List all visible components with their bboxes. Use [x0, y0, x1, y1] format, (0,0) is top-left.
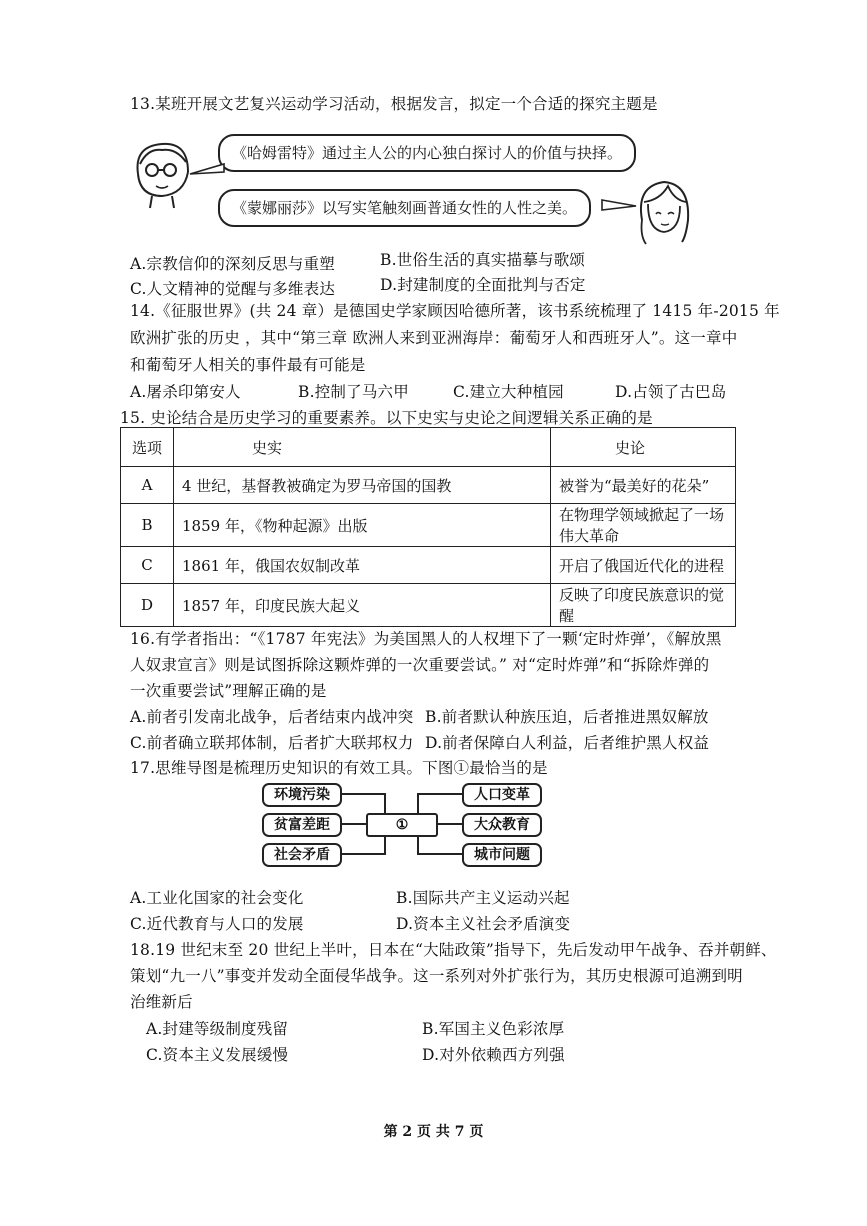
header-argument: 史论	[551, 428, 736, 467]
q13-option-c: C.人文精神的觉醒与多维表达	[130, 280, 336, 298]
mind-map-node-left-1: 环境污染	[262, 783, 342, 807]
q14-stem-line2: 欧洲扩张的历史 ，其中“第三章 欧洲人来到亚洲海岸：葡萄牙人和西班牙人”。这一章中	[130, 329, 738, 347]
table-row	[121, 467, 736, 504]
header-option: 选项	[121, 428, 174, 467]
speech-bubble-hamlet: 《哈姆雷特》通过主人公的内心独白探讨人的价值与抉择。	[218, 134, 636, 172]
bubble-tail-1	[188, 160, 228, 180]
q13-option-d: D.封建制度的全面批判与否定	[380, 276, 586, 294]
header-fact: 史实	[174, 428, 551, 467]
q14-stem-line1: 14.《征服世界》(共 24 章）是德国史学家顾因哈德所著，该书系统梳理了 1415 年-2015 年	[130, 302, 780, 320]
q14-option-a: A.屠杀印第安人	[130, 383, 241, 401]
row-fact: 1861 年，俄国农奴制改革	[174, 547, 551, 584]
q16-stem-line2: 人奴隶宣言》则是试图拆除这颗炸弹的一次重要尝试。” 对“定时炸弹”和“拆除炸弹的	[130, 656, 710, 674]
girl-illustration	[634, 176, 694, 248]
table-row	[121, 504, 736, 547]
row-fact: 4 世纪，基督教被确定为罗马帝国的国教	[174, 467, 551, 504]
row-argument: 开启了俄国近代化的进程	[551, 547, 736, 584]
q14-option-b: B.控制了马六甲	[298, 383, 409, 401]
q13-option-a: A.宗教信仰的深刻反思与重塑	[130, 255, 335, 273]
mind-map-node-right-3: 城市问题	[462, 843, 542, 867]
q13-stem: 13.某班开展文艺复兴运动学习活动，根据发言，拟定一个合适的探究主题是	[130, 95, 658, 113]
q18-option-d: D.对外依赖西方列强	[422, 1046, 565, 1064]
q17-stem: 17.思维导图是梳理历史知识的有效工具。下图①最恰当的是	[130, 759, 548, 777]
q17-option-b: B.国际共产主义运动兴起	[396, 889, 570, 907]
table-header-row	[121, 428, 736, 467]
q17-option-c: C.近代教育与人口的发展	[130, 915, 304, 933]
row-fact: 1859 年，《物种起源》出版	[174, 504, 551, 547]
q17-option-a: A.工业化国家的社会变化	[130, 889, 304, 907]
q16-option-d: D.前者保障白人利益，后者维护黑人权益	[425, 734, 710, 752]
q14-option-d: D.占领了古巴岛	[615, 383, 727, 401]
q14-stem-line3: 和葡萄牙人相关的事件最有可能是	[130, 356, 366, 374]
mind-map-node-right-1: 人口变革	[462, 783, 542, 807]
row-argument: 反映了印度民族意识的觉醒	[551, 584, 736, 627]
row-fact: 1857 年，印度民族大起义	[174, 584, 551, 627]
row-argument: 在物理学领域掀起了一场伟大革命	[551, 504, 736, 547]
q16-option-c: C.前者确立联邦体制，后者扩大联邦权力	[130, 734, 414, 752]
q17-option-d: D.资本主义社会矛盾演变	[396, 915, 571, 933]
table-row	[121, 584, 736, 627]
row-option: D	[121, 584, 174, 627]
q13-option-b: B.世俗生活的真实描摹与歌颂	[380, 251, 586, 269]
page-footer: 第 2 页 共 7 页	[383, 1124, 484, 1140]
q16-stem-line3: 一次重要尝试”理解正确的是	[130, 682, 327, 700]
mind-map-node-left-3: 社会矛盾	[262, 843, 342, 867]
table-row	[121, 547, 736, 584]
q18-option-a: A.封建等级制度残留	[146, 1020, 289, 1038]
row-option: C	[121, 547, 174, 584]
speech-bubble-mona-lisa: 《蒙娜丽莎》以写实笔触刻画普通女性的人性之美。	[218, 189, 591, 227]
q18-option-b: B.军国主义色彩浓厚	[422, 1020, 565, 1038]
mind-map-center-node: ①	[366, 813, 438, 837]
row-option: B	[121, 504, 174, 547]
row-option: A	[121, 467, 174, 504]
q14-option-c: C.建立大种植园	[453, 383, 564, 401]
mind-map-node-left-2: 贫富差距	[262, 813, 342, 837]
q18-stem-line2: 策划“九一八”事变并发动全面侵华战争。这一系列对外扩张行为，其历史根源可追溯到明	[130, 967, 743, 985]
mind-map-node-right-2: 大众教育	[462, 813, 542, 837]
q15-table	[120, 427, 736, 627]
q16-option-b: B.前者默认种族压迫，后者推进黑奴解放	[425, 708, 709, 726]
q18-option-c: C.资本主义发展缓慢	[146, 1046, 289, 1064]
row-argument: 被誉为“最美好的花朵”	[551, 467, 736, 504]
q18-stem-line3: 治维新后	[130, 993, 193, 1011]
q15-stem: 15. 史论结合是历史学习的重要素养。以下史实与史论之间逻辑关系正确的是	[120, 409, 653, 427]
q16-option-a: A.前者引发南北战争，后者结束内战冲突	[130, 708, 414, 726]
q18-stem-line1: 18.19 世纪末至 20 世纪上半叶，日本在“大陆政策”指导下，先后发动甲午战争、吞并朝鲜、	[130, 941, 777, 959]
q16-stem-line1: 16.有学者指出：“《1787 年宪法》为美国黑人的人权埋下了一颗‘定时炸弹’，《解放黑	[130, 630, 722, 648]
